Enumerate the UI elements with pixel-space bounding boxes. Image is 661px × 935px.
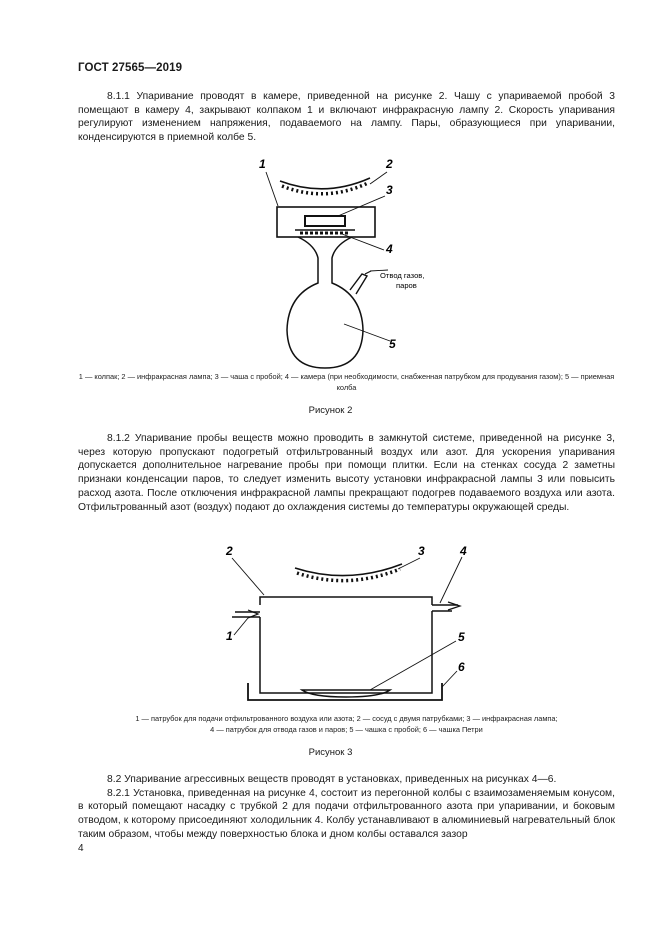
fig3-label-4: 4	[460, 544, 467, 558]
fig2-label-3: 3	[386, 183, 393, 197]
paragraph-8-2: 8.2 Упаривание агрессивных веществ проводят в установках, приведенных на рисунках 4—6.	[107, 774, 557, 785]
fig3-label-3: 3	[418, 544, 425, 558]
chamber-funnel	[298, 237, 352, 270]
figure-2-caption: Рисунок 2	[308, 405, 353, 416]
fig3-label-6: 6	[458, 660, 465, 674]
gas-outlet-tube	[350, 274, 367, 294]
fig2-label-1: 1	[259, 157, 266, 171]
fig2-label-5: 5	[389, 337, 396, 351]
figure-2-legend: 1 — колпак; 2 — инфракрасная лампа; 3 — чаша с пробой; 4 — камера (при необходимости, снабженная патрубком для продувания газом); 5 — приемная колба	[78, 372, 615, 392]
section-8-1-1	[78, 90, 615, 145]
section-8-1-2	[78, 432, 615, 514]
figure-3-legend-line-2: 4 — патрубок для отвода газов и паров; 5 — чашка с пробой; 6 — чашка Петри	[210, 725, 483, 734]
paragraph-8-1-1: 8.1.1 Упаривание проводят в камере, приведенной на рисунке 2. Чашу с упариваемой пробой 3 помещают в камеру 4, закрывают колпаком 1 и включают инфракрасную лампу 2. Скорость упаривания регулируют изменением напряжения, подаваемого на лампу. Пары, образующиеся при упаривании, конденсируются в приемной колбе 5.	[78, 91, 615, 144]
fig3-label-1: 1	[226, 629, 233, 643]
figure-3-legend-line-1: 1 — патрубок для подачи отфильтрованного воздуха или азота; 2 — сосуд с двумя патрубками; 3 — инфракрасная лампа;	[135, 714, 558, 723]
fig2-label-2: 2	[386, 157, 393, 171]
paragraph-8-2-1: 8.2.1 Установка, приведенная на рисунке 4, состоит из перегонной колбы с взаимозаменяемым конусом, в который помещают насадку с трубкой 2 для подачи отфильтрованного азота при упаривании, и боковым отводом, к которому присоединяют холодильник 4. Колбу устанавливают в алюминиевый нагревательный блок таким образом, чтобы между поверхностью блока и дном колбы оставался зазор	[78, 787, 615, 840]
figure-3-diagram	[220, 545, 480, 705]
paragraph-8-1-2: 8.1.2 Упаривание пробы веществ можно проводить в замкнутой системе, приведенной на рисунке 3, через которую пропускают подогретый отфильтрованный воздух или азот. Для ускорения упаривания допускается дополнительное нагревание пробы при помощи плитки. Если на стенках сосуда 2 заметны признаки конденсации паров, то следует изменить высоту установки инфракрасной лампы 3 или повысить расход азота. После отключения инфракрасной лампы прекращают подогрев подаваемого воздуха или азота. Отфильтрованный азот (воздух) подают до охлаждения системы до температуры окружающей среды.	[78, 433, 615, 513]
fig2-gas-outlet-label-1: Отвод газов,	[380, 271, 425, 280]
figure-2-diagram	[240, 150, 440, 372]
figure-3-caption: Рисунок 3	[308, 747, 353, 758]
fig2-gas-outlet-label-2: паров	[396, 281, 417, 290]
section-8-2	[78, 773, 615, 842]
fig3-label-2: 2	[226, 544, 233, 558]
receiving-flask	[287, 270, 363, 368]
document-header: ГОСТ 27565—2019	[78, 62, 183, 74]
fig3-label-5: 5	[458, 630, 465, 644]
fig2-label-4: 4	[386, 242, 393, 256]
vessel-walls	[260, 611, 432, 693]
sample-dish	[305, 216, 345, 226]
page-number: 4	[78, 843, 84, 854]
vessel-lid	[260, 597, 432, 605]
